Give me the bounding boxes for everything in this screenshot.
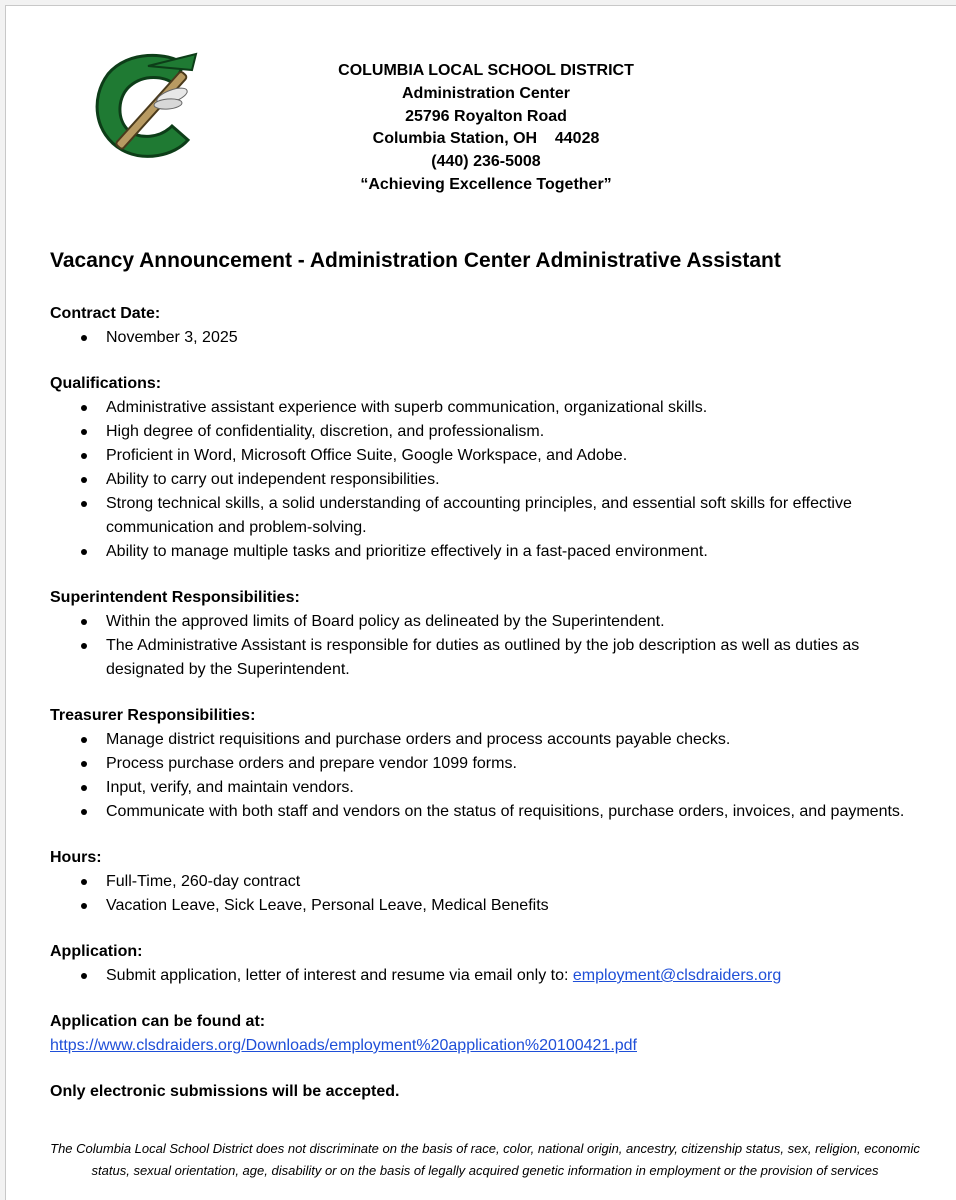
list-item: High degree of confidentiality, discretion, and professionalism. [50, 420, 930, 444]
contract-list [50, 326, 930, 350]
superintendent-list [50, 610, 930, 682]
list-item: Manage district requisitions and purchase orders and process accounts payable checks. [50, 728, 930, 752]
list-item: Administrative assistant experience with superb communication, organizational skills. [50, 396, 930, 420]
application-url-link[interactable]: https://www.clsdraiders.org/Downloads/employment%20application%20100421.pdf [50, 1037, 637, 1054]
page-title: Vacancy Announcement - Administration Center Administrative Assistant [50, 249, 781, 272]
hours-heading: Hours: [50, 849, 102, 866]
employment-email-link[interactable]: employment@clsdraiders.org [572, 967, 782, 984]
list-item: The Administrative Assistant is responsible for duties as outlined by the job description as well as duties as designated by the Superintendent. [50, 634, 930, 682]
district-name: COLUMBIA LOCAL SCHOOL DISTRICT [338, 62, 634, 79]
list-item: November 3, 2025 [50, 326, 930, 350]
qualifications-heading: Qualifications: [50, 375, 162, 392]
qualifications-list [50, 396, 930, 564]
street-address: 25796 Royalton Road [405, 107, 567, 125]
application-list [50, 964, 930, 988]
list-item: Proficient in Word, Microsoft Office Suite, Google Workspace, and Adobe. [50, 444, 930, 468]
announcement-body [50, 302, 930, 1104]
list-item: Ability to manage multiple tasks and prioritize effectively in a fast-paced environment. [50, 540, 930, 564]
list-item: Ability to carry out independent responsibilities. [50, 468, 930, 492]
list-item: Communicate with both staff and vendors on the status of requisitions, purchase orders, invoices, and payments. [50, 800, 930, 824]
application-heading: Application: [50, 943, 143, 960]
found-at-heading: Application can be found at: [50, 1013, 266, 1030]
district-logo-icon [88, 46, 206, 164]
treasurer-list [50, 728, 930, 824]
list-item: Input, verify, and maintain vendors. [50, 776, 930, 800]
closing-note: Only electronic submissions will be accepted. [50, 1083, 400, 1100]
letterhead [306, 60, 666, 197]
treasurer-heading: Treasurer Responsibilities: [50, 707, 256, 724]
center-name: Administration Center [401, 84, 570, 102]
list-item: Process purchase orders and prepare vendor 1099 forms. [50, 752, 930, 776]
list-item: Vacation Leave, Sick Leave, Personal Leave, Medical Benefits [50, 894, 930, 918]
application-text: Submit application, letter of interest and resume via email only to: [106, 967, 573, 984]
list-item: Strong technical skills, a solid understanding of accounting principles, and essential soft skills for effective communication and problem-solving. [50, 492, 930, 540]
document-page [5, 5, 956, 1200]
list-item: Full-Time, 260-day contract [50, 870, 930, 894]
hours-list [50, 870, 930, 918]
contract-heading: Contract Date: [50, 305, 161, 322]
list-item [50, 964, 930, 988]
city-state-zip: Columbia Station, OH 44028 [372, 130, 600, 148]
list-item: Within the approved limits of Board policy as delineated by the Superintendent. [50, 610, 930, 634]
nondiscrimination-footer: The Columbia Local School District does not discriminate on the basis of race, color, national origin, ancestry, citizenship status, sex, religion, economic status, sexual orientation, age, disability or on the basis of legally acquired genetic information in employment or the provision of services [50, 1141, 920, 1178]
phone-number: (440) 236-5008 [431, 153, 541, 171]
superintendent-heading: Superintendent Responsibilities: [50, 589, 300, 606]
district-motto: “Achieving Excellence Together” [360, 175, 612, 193]
